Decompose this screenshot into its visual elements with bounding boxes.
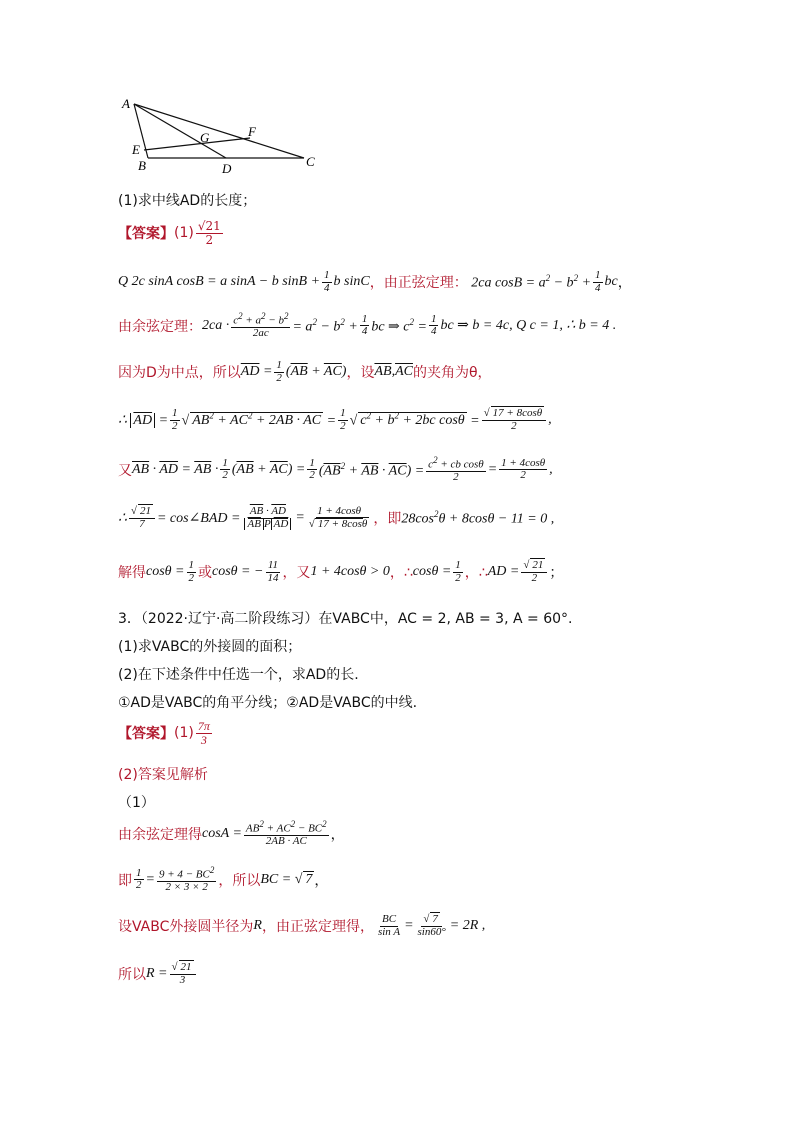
line2-text: 由余弦定理： — [118, 318, 202, 335]
solution-line-4: ∴ $\overline{AD}$ = $\frac{1}{2}$ √ $AB^2 + \overline{AC}^2 + 2\overline{AB} \cdot \overline{AC}$ = $\frac{1}{2}$ √ $c^2 + b^2 + 2bc$ cosθ = $\frac{√ 17 + 8\cos\theta}{2}$ , — [118, 407, 552, 432]
line7-text4: ，∴ — [389, 565, 413, 582]
line5-text: 又 — [118, 462, 132, 479]
line7-text3: ，又 — [282, 565, 311, 582]
label-c: C — [306, 154, 315, 169]
line1-text: ，由正弦定理： — [369, 275, 468, 292]
label-d: D — [222, 161, 232, 174]
label-g: G — [200, 130, 210, 145]
answer-den: 2 — [205, 232, 214, 247]
sol3-text3: ，所以 — [218, 872, 261, 889]
answer3-prefix: (1) — [174, 725, 194, 742]
solution-line-2: 由余弦定理： 2ca · $\frac{c^2 + a^2 - b^2}{2ac}$ = $a^2 - b^2$ + $\frac{1}{4}$ bc ⇒ $c^2$ = $\frac{1}{4}$ bc ⇒ b = 4c, Q c = 1, ∴ b = 4 . — [118, 311, 617, 340]
solution-line-5: 又 $\overline{AB} \cdot \overline{AD} = \overline{AB}$ · $\frac{1}{2}$ $(\overline{AB} + \overline{AC})$ = $\frac{1}{2}$ $(\overline{AB}^2 + \overline{AB} \cdot \overline{AC})$ = $\frac{c^2 + cb \cos\theta}{2}$ = $\frac{1 + 4\cos\theta}{2}$ , — [118, 455, 553, 484]
answer-num: √21 — [197, 219, 221, 233]
line7-text5: ，∴ — [464, 565, 488, 582]
sol3-text5: ，由正弦定理得， — [261, 919, 374, 936]
answer3-tag: 【答案】 — [118, 726, 174, 743]
solution3-line-2: 即 $\frac{1}{2}$ = $\frac{9 + 4 - BC^2}{2 \times 3 \times 2}$ ，所以 BC = √ 7 ， — [118, 865, 329, 894]
answer-fraction — [196, 220, 223, 246]
solution-line-6: ∴ $\frac{√ 21}{7}$ = cos∠BAD = $\frac{\overline{AB} \cdot \overline{AD}}{\overline{AB} P \overline{AD}}$ = $\frac{1 + 4\cos\theta}{√ 17 + 8\cos\theta}$ ，即 $28\cos^2\theta + 8\cos\theta - 11 = 0$ , — [118, 505, 555, 530]
solution3-line-4: 所以 R = $\frac{√ 21}{3}$ — [118, 962, 198, 986]
line6-text: ，即 — [373, 511, 402, 528]
problem3-conditions: ①AD是VABC的角平分线；②AD是VABC的中线. — [118, 695, 418, 711]
answer-prefix: (1) — [174, 225, 194, 242]
solution3-line-1: 由余弦定理得 cosA = $\frac{AB^2 + AC^2 - BC^2}{2AB \cdot AC}$ ， — [118, 819, 345, 848]
line3-text1: 因为D为中点，所以 — [118, 365, 241, 382]
answer3-num: 7π — [197, 719, 210, 733]
sol3-text1: 由余弦定理得 — [118, 826, 202, 843]
segment-ef — [144, 138, 250, 150]
sol3-text4: 设VABC外接圆半径为 — [118, 919, 254, 936]
solution-line-1: Q 2c sinA cosB = a sinA − b sinB + $\frac{1}{4}$ b sinC ，由正弦定理： 2ca $\cos B = a^2 - b^2$ + $\frac{1}{4}$ bc ， — [118, 269, 632, 294]
label-f: F — [248, 124, 256, 139]
label-b: B — [138, 158, 146, 173]
sol3-text6: 所以 — [118, 967, 146, 984]
line7-text1: 解得 — [118, 565, 146, 582]
label-e: E — [132, 142, 140, 157]
answer3-fraction — [196, 720, 212, 746]
solution3-label: （1） — [118, 795, 155, 811]
line3-text3: 的夹角为θ， — [412, 365, 492, 382]
question-1: (1)求中线AD的长度； — [118, 193, 257, 209]
answer-1 — [118, 220, 225, 246]
sol3-text2: 即 — [118, 872, 132, 889]
answer-tag: 【答案】 — [118, 226, 174, 243]
segment-ac — [134, 104, 304, 158]
solution3-line-3: 设VABC外接圆半径为 R ，由正弦定理得， $\frac{BC}{\text{sin A}}$ = $\frac{√ 7}{\sin 60^\circ}$ = 2R , — [118, 913, 486, 938]
line3-text2: ，设 — [346, 365, 375, 382]
problem3-q1: (1)求VABC的外接圆的面积； — [118, 639, 302, 655]
answer3-den: 3 — [200, 732, 207, 747]
answer-3 — [118, 720, 214, 746]
triangle-figure — [118, 92, 328, 174]
label-a: A — [122, 96, 130, 111]
problem3-q2: (2)在下述条件中任选一个，求AD的长. — [118, 667, 359, 683]
answer3-part2: (2)答案见解析 — [118, 767, 208, 783]
problem3-stem: 3．（2022·辽宁·高二阶段练习）在VABC中，AC = 2, AB = 3, A = 60°. — [118, 611, 573, 627]
solution-line-3: 因为D为中点，所以 $\overline{AD}$ = $\frac{1}{2}$ $(\overline{AB} + \overline{AC})$ ，设 $\overline{AB}$ , $\overline{AC}$ 的夹角为θ， — [118, 359, 492, 384]
solution-line-7: 解得 cosθ = $\frac{1}{2}$ 或 cosθ = − $\frac{11}{14}$ ，又 1 + 4cosθ > 0 ，∴ cosθ = $\frac{1}{2}$ ，∴ AD = $\frac{√ 21}{2}$ ； — [118, 559, 564, 584]
line7-text2: 或 — [198, 565, 212, 582]
